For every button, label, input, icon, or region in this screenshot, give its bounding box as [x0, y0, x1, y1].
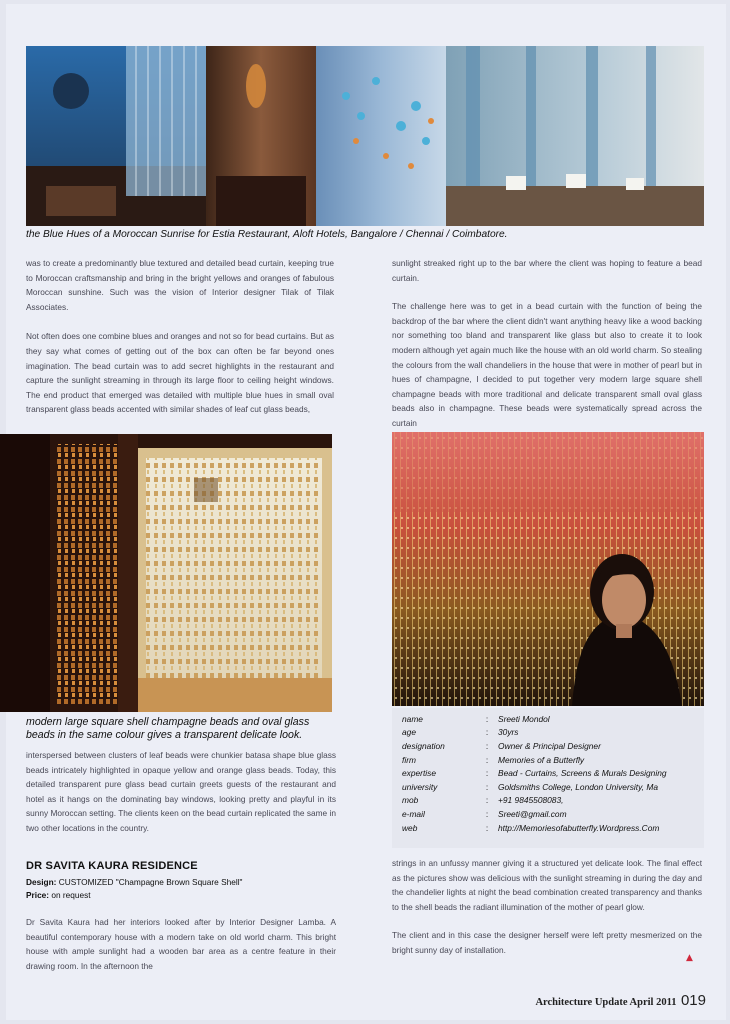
- right-column-top: [392, 256, 702, 431]
- paragraph: interspersed between clusters of leaf beads were chunkier batasa shape blue glass beads intricately highlighted in opaque yellow and orange glass beads. Today, this detailed transparent pure glass bead curtain greets guests of the restaurant and hotel as it hangs on the dominating bay windows, looking pretty and playful in its sunny Moroccan setting. The clients keen on the bead curtain replicated the same in two other locations in the country.: [26, 750, 336, 833]
- portrait-illustration: [392, 432, 704, 706]
- design-line: [26, 876, 336, 889]
- section-heading: DR SAVITA KAURA RESIDENCE: [26, 860, 198, 872]
- profile-value: Goldsmiths College, London University, Ma: [498, 781, 658, 792]
- magazine-page: [6, 4, 726, 1020]
- paragraph: sunlight streaked right up to the bar where the client was hoping to feature a bead curtain.: [392, 258, 702, 283]
- bead-curtain-caption: modern large square shell champagne beads and oval glass beads in the same colour gives a transparent delicate look.: [26, 716, 310, 741]
- profile-value: http://Memoriesofabutterfly.Wordpress.Com: [498, 822, 660, 833]
- profile-row: [402, 780, 667, 794]
- profile-row: [402, 807, 667, 821]
- top-photo-caption: the Blue Hues of a Moroccan Sunrise for Estia Restaurant, Aloft Hotels, Bangalore / Chennai / Coimbatore.: [26, 229, 508, 240]
- right-column-bottom: [392, 856, 702, 958]
- paragraph: was to create a predominantly blue textured and detailed bead curtain, keeping true to Moroccan craftsmanship and bring in the bright yellows and oranges of fabulous Moroccan sunshine. Such was the vision of Interior designer Tilak of Tilak Associates.: [26, 258, 334, 312]
- profile-value: Sreeti@gmail.com: [498, 808, 567, 819]
- profile-key: e-mail: [402, 808, 425, 819]
- price-value: on request: [51, 890, 91, 900]
- profile-key: web: [402, 822, 418, 833]
- profile-value: Bead - Curtains, Screens & Murals Designing: [498, 768, 667, 779]
- profile-row: [402, 821, 667, 835]
- profile-row: [402, 753, 667, 767]
- profile-colon: :: [485, 727, 489, 738]
- design-value: CUSTOMIZED "Champagne Brown Square Shell": [58, 877, 243, 887]
- profile-colon: :: [485, 795, 489, 806]
- paragraph: The client and in this case the designer herself were left pretty mesmerized on the bright sunny day of installation.: [392, 930, 702, 955]
- designer-profile-box: [392, 708, 704, 848]
- profile-colon: :: [485, 822, 489, 833]
- profile-key: expertise: [402, 768, 436, 779]
- profile-row: [402, 726, 667, 740]
- page-footer: [526, 992, 706, 1010]
- price-label: Price:: [26, 890, 50, 900]
- designer-portrait-photo: [392, 432, 704, 706]
- profile-value: Owner & Principal Designer: [498, 740, 601, 751]
- restaurant-photo-illustration: [26, 46, 704, 226]
- paragraph: Not often does one combine blues and oranges and not so for bead curtains. But as they say what comes of getting out of the box can often be far beyond ones imagination. The bead curtain was to add secret highlights in the restaurant and capture the sunlight streaming in through its large floor to ceiling height windows. The end product that emerged was detailed with multiple blue hues in small oval transparent glass beads accented with similar shades of leaf cut glass beads,: [26, 331, 334, 415]
- profile-row: [402, 794, 667, 808]
- design-label: Design:: [26, 877, 57, 887]
- publication-name: Architecture Update April 2011: [535, 997, 677, 1008]
- profile-key: age: [402, 727, 416, 738]
- profile-key: mob: [402, 795, 419, 806]
- page-number: 019: [680, 992, 706, 1009]
- profile-colon: :: [485, 740, 489, 751]
- profile-value: +91 9845508083,: [498, 795, 564, 806]
- paragraph: The challenge here was to get in a bead curtain with the function of being the backdrop of the bar where the client didn't want anything heavy like a wood backing nor something too bland and transparent like glass but also to create it to look modern although yet again much like the house with an old world charm. So stealing the colours from the wall chandeliers in the house that were in mother of pearl but in hues of champagne, I decided to put together very modern large square shell champagne beads with more traditional and delicate transparent small oval glass beads also in champagne. These beads were systematically spread across the curtain: [392, 301, 702, 428]
- profile-value: Sreeti Mondol: [498, 713, 550, 724]
- profile-row: [402, 766, 667, 780]
- profile-key: name: [402, 713, 423, 724]
- left-column-top: [26, 256, 334, 417]
- profile-table: [402, 712, 667, 834]
- profile-row: [402, 739, 667, 753]
- price-line: [26, 889, 336, 902]
- bead-curtain-illustration: [0, 434, 332, 712]
- profile-key: firm: [402, 754, 416, 765]
- paragraph: strings in an unfussy manner giving it a structured yet delicate look. The final effect as the pictures show was delicious with the sunlight streaming in during the day and the chandelier lights at night the bead combination created transparency and thanks to the shell beads the radiant illumination of the mother of pearl glow.: [392, 858, 702, 912]
- profile-key: designation: [402, 740, 445, 751]
- bead-curtain-photo: [0, 434, 332, 712]
- profile-colon: :: [485, 808, 489, 819]
- paragraph: Dr Savita Kaura had her interiors looked after by Interior Designer Lamba. A beautiful contemporary house with a modern take on old world charm. This bright house with ample sunlight had a wooden bar area as a centre feature in their drawing room. In the afternoon the: [26, 917, 336, 971]
- profile-key: university: [402, 781, 438, 792]
- profile-colon: :: [485, 781, 489, 792]
- profile-colon: :: [485, 754, 489, 765]
- profile-colon: :: [485, 713, 489, 724]
- restaurant-photo-strip: [26, 46, 704, 226]
- profile-row: [402, 712, 667, 726]
- profile-value: Memories of a Butterfly: [498, 754, 585, 765]
- end-of-article-mark: ▲: [686, 953, 693, 963]
- profile-value: 30yrs: [498, 727, 519, 738]
- residence-section: [26, 860, 336, 973]
- profile-colon: :: [485, 768, 489, 779]
